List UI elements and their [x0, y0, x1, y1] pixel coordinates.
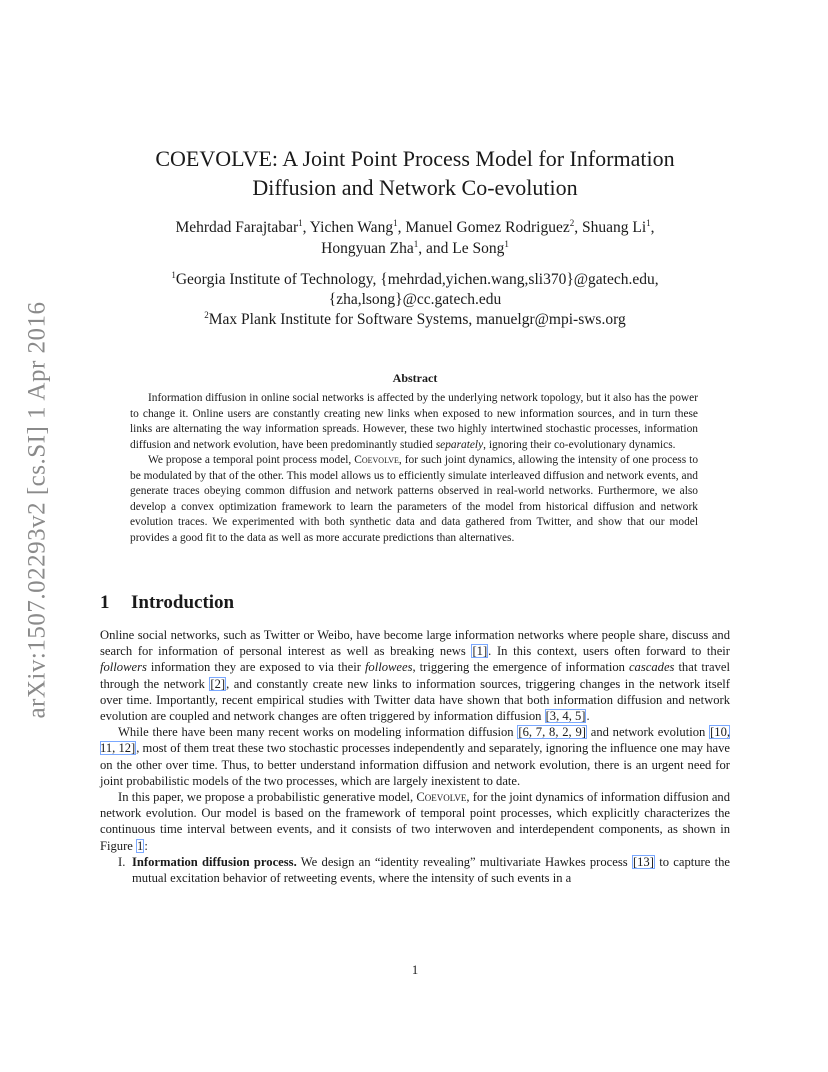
- title-line-1: COEVOLVE: A Joint Point Process Model for Information: [155, 146, 675, 171]
- emphasis: cascades: [628, 660, 675, 675]
- author-affil-mark: 2: [569, 218, 575, 228]
- author-affil-mark: 1: [393, 218, 398, 228]
- abstract-body: [130, 391, 698, 546]
- citation-link[interactable]: [3, 4, 5]: [545, 709, 586, 724]
- author-name: Hongyuan Zha: [321, 240, 414, 257]
- text-run: information they are exposed to via their: [146, 660, 365, 675]
- text-run: Information diffusion in online social networks is affected by the underlying network topology, but it also has the power to change it. Online users are constantly creating new links when exposed to new information sources, and in turn these links are alternating the way information spreads. However, these two highly intertwined stochastic processes, information diffusion and network evolution, have been predominantly studied: [130, 392, 698, 451]
- author-name: Manuel Gomez Rodriguez: [405, 219, 570, 236]
- author-affil-mark: 1: [413, 239, 419, 249]
- model-name: Coevolve: [416, 790, 467, 805]
- text-run: , for the joint dynamics of information diffusion and network evolution. Our model is based on the framework of temporal point processes, which explicitly characterizes the continuous time interval between events, and it consists of two interwoven and interdependent components, as shown in Figure: [100, 790, 731, 853]
- text-run: In this paper, we propose a probabilistic generative model,: [118, 790, 417, 805]
- paper-title: [100, 144, 730, 202]
- author-list: [100, 217, 730, 259]
- emphasis: followers: [100, 660, 147, 675]
- text-run: that travel through the network: [100, 660, 730, 691]
- author-line-1: Mehrdad Farajtabar$^1$, Yichen Wang$^1$, Manuel Gomez Rodriguez$^2$, Shuang Li$^1$,: [175, 218, 655, 236]
- section-heading: [100, 592, 234, 614]
- text-run: and network evolution: [586, 725, 710, 740]
- author-affil-mark: 1: [298, 218, 303, 228]
- author-name: Yichen Wang: [309, 219, 394, 236]
- page-number: 1: [411, 963, 419, 977]
- list-item: [100, 854, 730, 886]
- text-run: , triggering the emergence of information: [412, 660, 629, 675]
- author-line-2: Hongyuan Zha$^1$, and Le Song$^1$: [321, 239, 509, 257]
- text-run: Online social networks, such as Twitter or Weibo, have become large information networks where people share, discuss and search for information of personal interest as well as breaking news: [100, 628, 730, 659]
- arxiv-identifier: [14, 300, 62, 720]
- affil-mark: 2: [204, 310, 209, 320]
- figure-link[interactable]: 1: [137, 838, 144, 853]
- citation-link[interactable]: [6, 7, 8, 2, 9]: [518, 725, 586, 740]
- introduction-body: [100, 627, 730, 886]
- affil-mark: 1: [171, 270, 176, 280]
- abstract-heading: Abstract: [392, 371, 438, 385]
- text-run: , and constantly create new links to information sources, triggering changes in the network itself over time. Importantly, recent empirical studies with Twitter data have shown that both information diffusion and network evolution are coupled and network changes are often triggered by information diffusion: [100, 676, 730, 724]
- affiliation-1: [100, 270, 730, 290]
- abstract-paragraph-1: [130, 391, 698, 453]
- citation-link[interactable]: [1]: [472, 644, 488, 659]
- model-name: Coevolve: [354, 454, 399, 466]
- affiliation-1-line-2: {zha,lsong}@cc.gatech.edu: [328, 291, 502, 308]
- text-run: . In this context, users often forward to their: [488, 644, 731, 659]
- text-run: , ignoring their co-evolutionary dynamics.: [483, 438, 676, 451]
- title-line-2: Diffusion and Network Co-evolution: [252, 175, 578, 200]
- citation-link[interactable]: [10, 11, 12]: [100, 725, 731, 756]
- emphasis: separately: [435, 438, 484, 451]
- text-run: We design an “identity revealing” multivariate Hawkes process: [296, 854, 632, 869]
- affiliation-2: [100, 310, 730, 330]
- text-run: .: [586, 709, 590, 724]
- affiliation-1-line-1: Georgia Institute of Technology, {mehrdad,yichen.wang,sli370}@gatech.edu,: [175, 271, 659, 288]
- arxiv-id-text: arXiv:1507.02293v2 [cs.SI] 1 Apr 2016: [24, 301, 52, 719]
- list-item-heading: Information diffusion process.: [132, 854, 297, 869]
- intro-paragraph-2: [100, 724, 730, 789]
- list-item-label: I.: [118, 854, 126, 869]
- intro-paragraph-3: [100, 789, 730, 854]
- author-name: Mehrdad Farajtabar: [175, 219, 299, 236]
- citation-link[interactable]: [13]: [632, 854, 654, 869]
- author-affil-mark: 1: [646, 218, 651, 228]
- author-affil-mark: 1: [504, 239, 509, 249]
- abstract-paragraph-2: [130, 453, 698, 546]
- citation-link[interactable]: [2]: [210, 676, 226, 691]
- intro-paragraph-1: [100, 627, 730, 724]
- text-run: We propose a temporal point process model,: [148, 454, 355, 466]
- emphasis: followees: [364, 660, 413, 675]
- section-title: Introduction: [131, 592, 235, 613]
- affiliations: [100, 270, 730, 330]
- text-run: , most of them treat these two stochastic processes independently and separately, ignoring the influence one may have on the other over time. Thus, to better understand information diffusion and network evolution, there is an urgent need for joint probabilistic models of the two processes, which are largely inexistent to date.: [100, 741, 730, 788]
- affiliation-2-text: Max Plank Institute for Software Systems, manuelgr@mpi-sws.org: [208, 311, 626, 328]
- text-run: :: [144, 838, 148, 853]
- section-number: 1: [100, 592, 110, 613]
- author-name: Le Song: [452, 240, 505, 257]
- text-run: , for such joint dynamics, allowing the intensity of one process to be modulated by that of the other. This model allows us to efficiently simulate interleaved diffusion and network events, and generate traces obeying common diffusion and network patterns observed in real-world networks. Furthermore, we also develop a convex optimization framework to learn the parameters of the model from historical diffusion and network evolution traces. We experimented with both synthetic data and data gathered from Twitter, and show that our model provides a good fit to the data as well as more accurate predictions than alternatives.: [130, 454, 699, 544]
- text-run: to capture the mutual excitation behavior of retweeting events, where the intensity of such events in a: [132, 854, 730, 886]
- author-name: Shuang Li: [582, 219, 647, 236]
- text-run: While there have been many recent works on modeling information diffusion: [118, 725, 518, 740]
